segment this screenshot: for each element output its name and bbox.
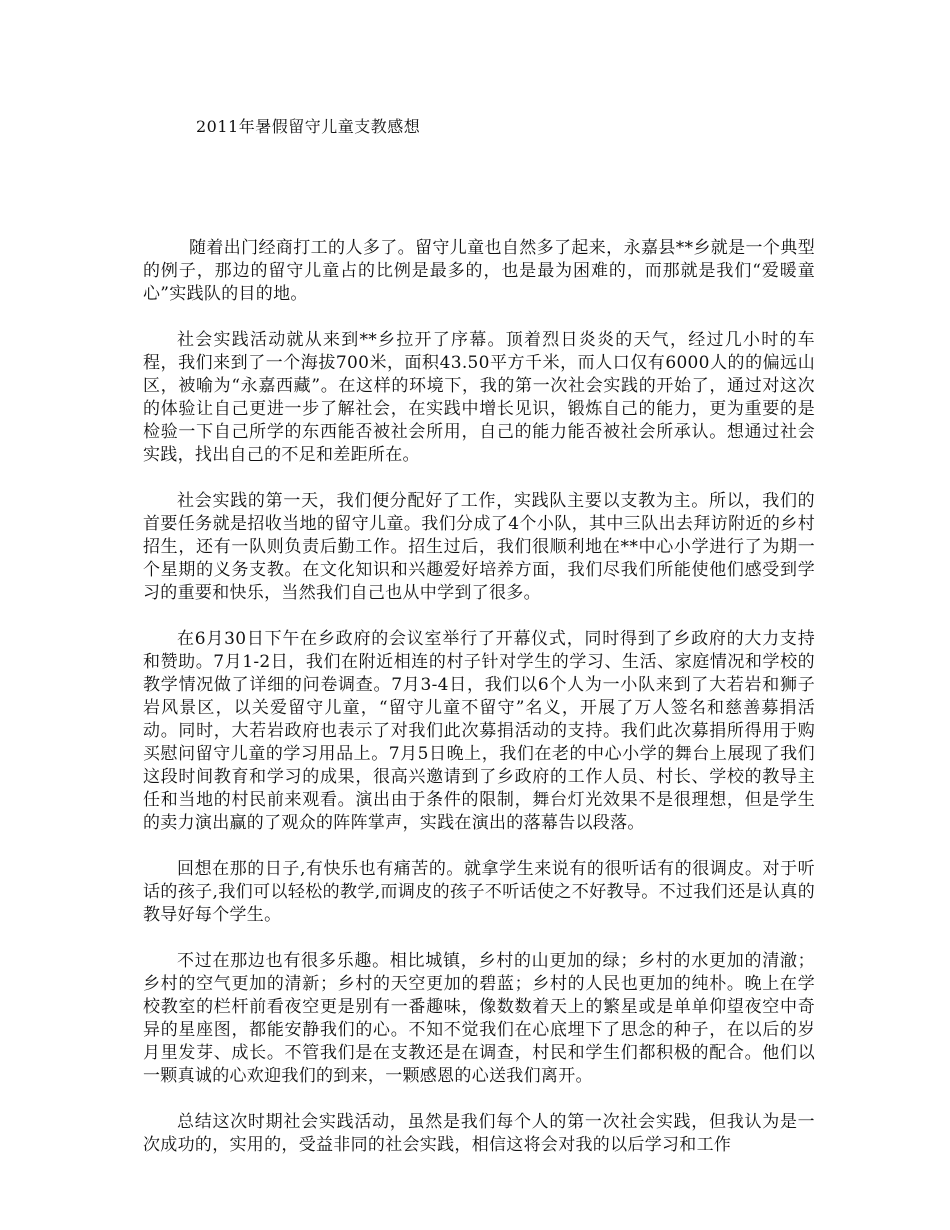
paragraph-2: 社会实践活动就从来到**乡拉开了序幕。顶着烈日炎炎的天气，经过几小时的车程，我们来到了一个海拔700米，面积43.50平方千米，而人口仅有6000人的的偏远山区，被喻为“永嘉西藏”。在这样的环境下，我的第一次社会实践的开始了，通过对这次的体验让自己更进一步了解社会，在实践中增长见识，锻炼自己的能力，更为重要的是检验一下自己所学的东西能否被社会所用，自己的能力能否被社会所承认。想通过社会实践，找出自己的不足和差距所在。: [143, 330, 815, 465]
paragraph-5: 回想在那的日子,有快乐也有痛苦的。就拿学生来说有的很听话有的很调皮。对于听话的孩子,我们可以轻松的教学,而调皮的孩子不听话使之不好教导。不过我们还是认真的教导好每个学生。: [143, 859, 815, 925]
paragraph-7: 总结这次时期社会实践活动，虽然是我们每个人的第一次社会实践，但我认为是一次成功的，实用的，受益非同的社会实践，相信这将会对我的以后学习和工作: [143, 1112, 815, 1155]
paragraph-3: 社会实践的第一天，我们便分配好了工作，实践队主要以支教为主。所以，我们的首要任务就是招收当地的留守儿童。我们分成了4个小队，其中三队出去拜访附近的乡村招生，还有一队则负责后勤工作。招生过后，我们很顺利地在**中心小学进行了为期一个星期的义务支教。在文化知识和兴趣爱好培养方面，我们尽我们所能使他们感受到学习的重要和快乐，当然我们自己也从中学到了很多。: [143, 491, 815, 603]
paragraph-6: 不过在那边也有很多乐趣。相比城镇，乡村的山更加的绿；乡村的水更加的清澈；乡村的空气更加的清新；乡村的天空更加的碧蓝；乡村的人民也更加的纯朴。晚上在学校教室的栏杆前看夜空更是别有一番趣味，像数数着天上的繁星或是单单仰望夜空中奇异的星座图，都能安静我们的心。不知不觉我们在心底埋下了思念的种子，在以后的岁月里发芽、成长。不管我们是在支教还是在调查，村民和学生们都积极的配合。他们以一颗真诚的心欢迎我们的到来，一颗感恩的心送我们离开。: [143, 951, 815, 1086]
document-body: [143, 237, 815, 1180]
paragraph-1: 随着出门经商打工的人多了。留守儿童也自然多了起来，永嘉县**乡就是一个典型的例子，那边的留守儿童占的比例是最多的，也是最为困难的，而那就是我们“爱暖童心”实践队的目的地。: [143, 238, 815, 304]
document-title: 2011年暑假留守儿童支教感想: [196, 117, 421, 136]
paragraph-4: 在6月30日下午在乡政府的会议室举行了开幕仪式，同时得到了乡政府的大力支持和赞助。7月1-2日，我们在附近相连的村子针对学生的学习、生活、家庭情况和学校的教学情况做了详细的问卷调查。7月3-4日，我们以6个人为一小队来到了大若岩和狮子岩风景区，以关爱留守儿童，“留守儿童不留守”名义，开展了万人签名和慈善募捐活动。同时，大若岩政府也表示了对我们此次募捐活动的支持。我们此次募捐所得用于购买慰问留守儿童的学习用品上。7月5日晚上，我们在老的中心小学的舞台上展现了我们这段时间教育和学习的成果，很高兴邀请到了乡政府的工作人员、村长、学校的教导主任和当地的村民前来观看。演出由于条件的限制，舞台灯光效果不是很理想，但是学生的卖力演出赢的了观众的阵阵掌声，实践在演出的落幕告以段落。: [143, 629, 815, 833]
